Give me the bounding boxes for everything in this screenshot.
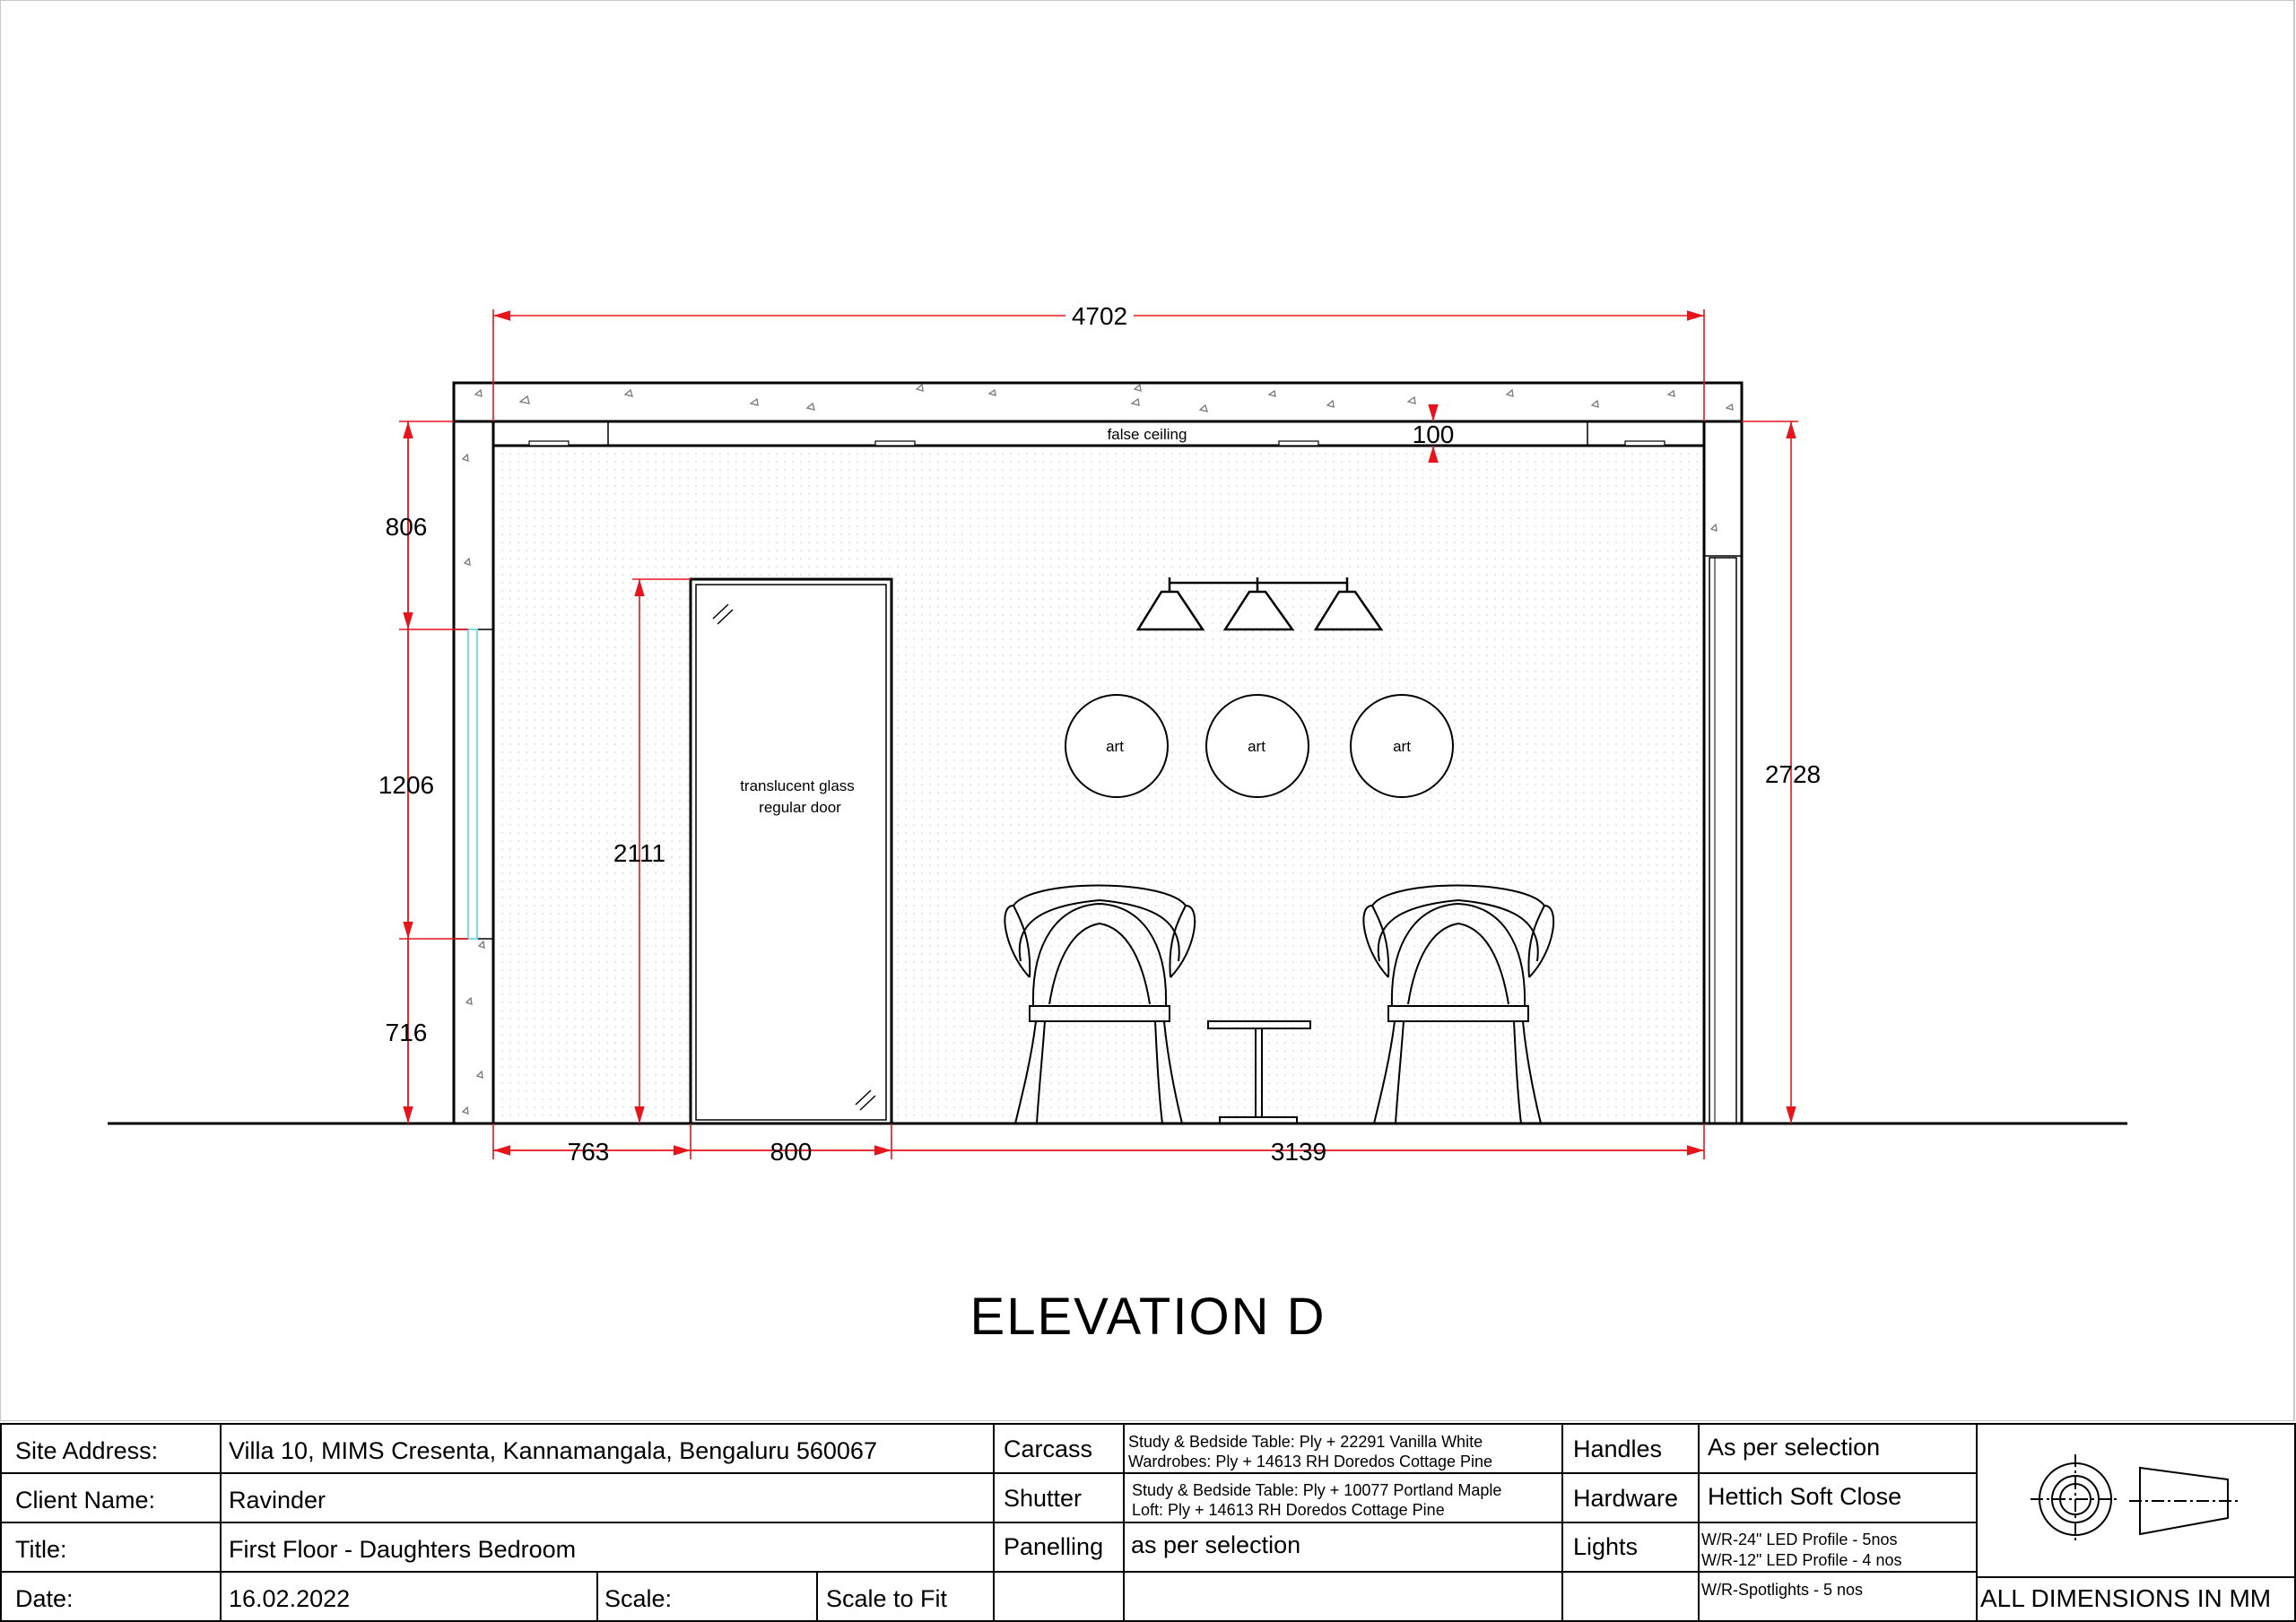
hardware-value: Hettich Soft Close [1708,1483,1902,1510]
art-label-3: art [1393,738,1411,755]
client-name-value: Ravinder [229,1487,326,1514]
right-wall [1704,421,1742,1123]
carcass-line1: Study & Bedside Table: Ply + 22291 Vanilla White [1128,1433,1483,1451]
shutter-line2: Loft: Ply + 14613 RH Doredos Cottage Pine [1132,1501,1445,1519]
title-value: First Floor - Daughters Bedroom [229,1536,577,1563]
false-ceiling [493,421,1704,446]
carcass-line2: Wardrobes: Ply + 14613 RH Doredos Cottage Pine [1128,1453,1493,1470]
dim-overall-width: 4702 [1071,302,1128,330]
left-wall [454,421,493,1123]
lights-line1: W/R-24" LED Profile - 5nos [1701,1531,1898,1548]
panelling-value: as per selection [1131,1531,1301,1558]
ceiling-slab [454,383,1742,421]
all-dimensions-note: ALL DIMENSIONS IN MM [1980,1584,2272,1612]
glass-door [691,579,891,1123]
site-address-label: Site Address: [15,1437,159,1464]
false-ceiling-label: false ceiling [1107,426,1187,443]
left-window-glass [468,629,477,939]
date-value: 16.02.2022 [229,1585,351,1612]
art-label-1: art [1106,738,1124,755]
dim-left-lower: 716 [385,1019,428,1046]
scale-value: Scale to Fit [826,1585,948,1612]
door-label-line2: regular door [759,799,841,816]
dim-bottom-right: 3139 [1270,1138,1327,1166]
panelling-label: Panelling [1004,1533,1104,1560]
dim-bottom-left: 763 [567,1138,610,1166]
dim-bottom-door: 800 [770,1138,813,1166]
scale-label: Scale: [604,1585,673,1612]
projection-symbol-icon [2031,1454,2239,1544]
dim-left-upper: 806 [385,513,428,541]
door-label-line1: translucent glass [740,777,855,794]
lights-line2: W/R-12" LED Profile - 4 nos [1701,1551,1902,1569]
lights-line3: W/R-Spotlights - 5 nos [1701,1581,1864,1599]
shutter-label: Shutter [1004,1485,1083,1512]
dim-wall-height: 2728 [1764,760,1822,788]
elevation-title: ELEVATION D [970,1288,1326,1346]
dim-false-ceiling: 100 [1412,421,1455,448]
dim-door-height: 2111 [613,839,666,867]
art-label-2: art [1248,738,1265,755]
shutter-line1: Study & Bedside Table: Ply + 10077 Portland Maple [1132,1481,1502,1499]
lights-label: Lights [1573,1533,1639,1560]
handles-label: Handles [1573,1436,1663,1462]
dim-left-window: 1206 [378,771,435,799]
title-label: Title: [15,1536,67,1563]
carcass-label: Carcass [1004,1436,1093,1462]
date-label: Date: [15,1585,74,1612]
site-address-value: Villa 10, MIMS Cresenta, Kannamangala, Bengaluru 560067 [229,1437,877,1464]
hardware-label: Hardware [1573,1485,1679,1512]
handles-value: As per selection [1708,1434,1881,1461]
client-name-label: Client Name: [15,1487,156,1514]
